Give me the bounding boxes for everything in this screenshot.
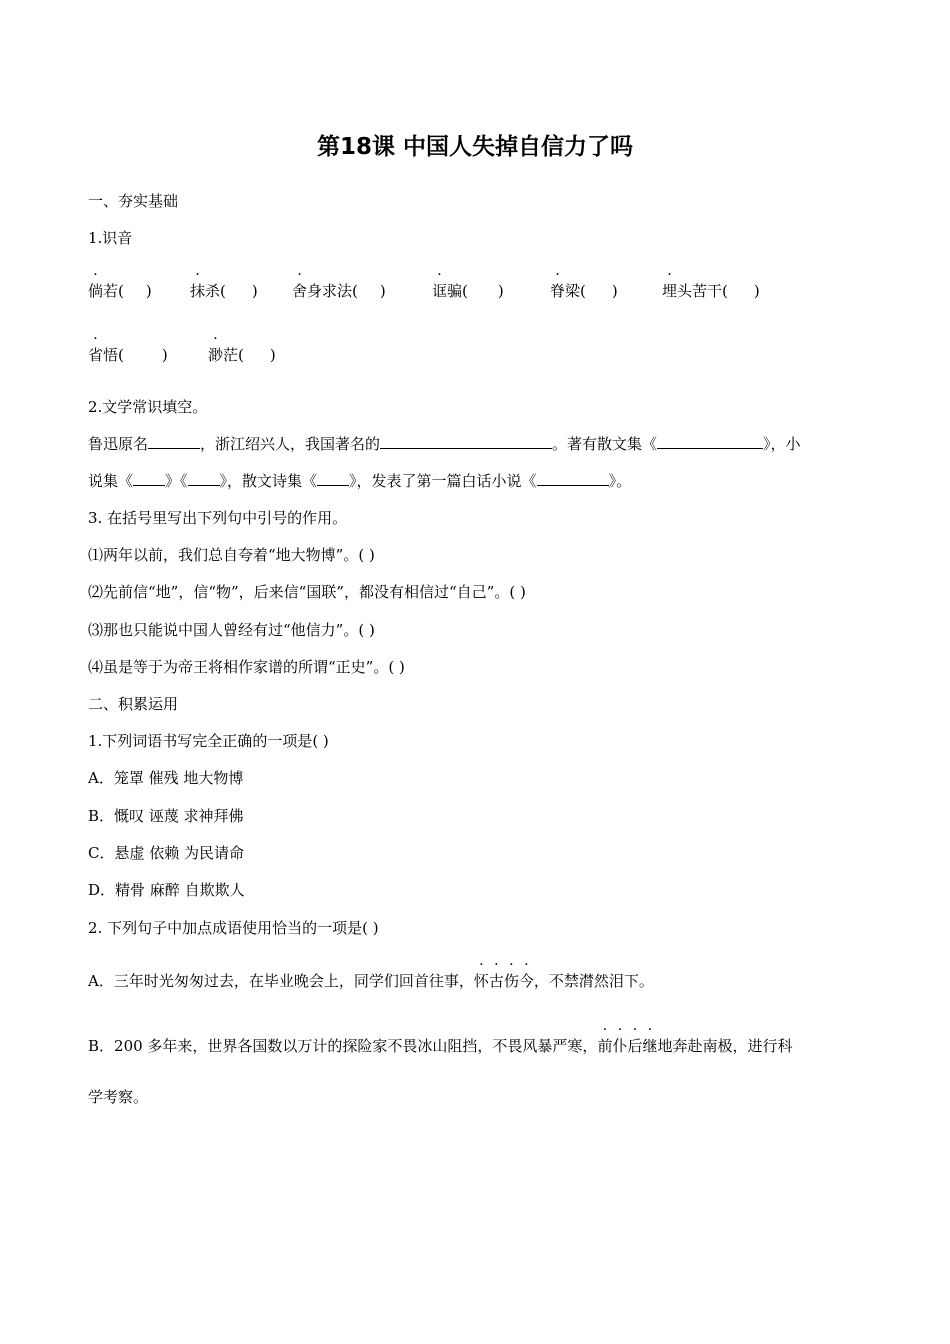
question-item: ⑵先前信“地”，信“物”，后来信“国联”，都没有相信过“自己”。( )	[88, 583, 526, 601]
dotted-char: 前	[597, 1037, 613, 1055]
answer-blank[interactable]	[537, 471, 609, 486]
dotted-char: 今	[518, 972, 534, 990]
answer-blank[interactable]	[148, 434, 200, 449]
dotted-char: 继	[642, 1037, 658, 1055]
dotted-char: 后	[627, 1037, 643, 1055]
question-item: ⑴两年以前，我们总自夸着“地大物博”。( )	[88, 546, 375, 564]
answer-option: D．精骨 麻醉 自欺欺人	[88, 881, 245, 899]
answer-option: A．笼罩 催残 地大物博	[88, 769, 244, 787]
answer-blank[interactable]	[380, 434, 552, 449]
pronunciation-item: 省悟( )	[88, 346, 168, 364]
answer-option: A．三年时光匆匆过去，在毕业晚会上，同学们回首往事，怀古伤今，不禁潸然泪下。	[88, 972, 654, 990]
dotted-char: 怀	[473, 972, 489, 990]
pronunciation-row-1	[88, 281, 760, 301]
answer-option-continuation: 学考察。	[88, 1088, 149, 1106]
question-item: ⑶那也只能说中国人曾经有过“他信力”。( )	[88, 621, 375, 639]
dotted-char: 伤	[503, 972, 519, 990]
pronunciation-item: 倘若( )	[88, 282, 152, 300]
pronunciation-item: 埋头苦干( )	[662, 282, 760, 300]
answer-option: B．200 多年来，世界各国数以万计的探险家不畏冰山阻挡，不畏风暴严寒，前仆后继地奔赴南极，进行科	[88, 1037, 793, 1055]
question-label: 2. 下列句子中加点成语使用恰当的一项是( )	[88, 919, 379, 937]
pronunciation-item: 诓骗( )	[432, 282, 504, 300]
answer-option: C．悬虚 依赖 为民请命	[88, 844, 245, 862]
pronunciation-item: 抹杀( )	[190, 282, 258, 300]
dotted-char: 仆	[612, 1037, 628, 1055]
question-label: 2.文学常识填空。	[88, 398, 208, 416]
fill-blank-line-1: 鲁迅原名 ，浙江绍兴人，我国著名的 。著有散文集《 》，小	[88, 435, 801, 453]
pronunciation-item: 脊梁( )	[550, 282, 618, 300]
section-heading-application: 二、积累运用	[88, 695, 179, 713]
answer-option: B．慨叹 诬蔑 求神拜佛	[88, 807, 244, 825]
question-label: 3. 在括号里写出下列句中引号的作用。	[88, 509, 348, 527]
pronunciation-row-2	[88, 345, 276, 365]
question-label: 1.下列词语书写完全正确的一项是( )	[88, 732, 329, 750]
dotted-idiom	[597, 1037, 657, 1055]
pronunciation-item: 渺茫( )	[208, 346, 276, 364]
answer-blank[interactable]	[188, 471, 220, 486]
dotted-idiom	[474, 972, 534, 990]
dotted-char: 古	[488, 972, 504, 990]
answer-blank[interactable]	[133, 471, 165, 486]
page-title: 第18课 中国人失掉自信力了吗	[316, 134, 633, 160]
question-item: ⑷虽是等于为帝王将相作家谱的所谓“正史”。( )	[88, 658, 405, 676]
fill-blank-line-2: 说集《 》《 》，散文诗集《 》，发表了第一篇白话小说《 》。	[88, 472, 632, 490]
pronunciation-item: 舍身求法( )	[292, 282, 386, 300]
answer-blank[interactable]	[317, 471, 349, 486]
answer-blank[interactable]	[657, 434, 763, 449]
section-heading-basics: 一、夯实基础	[88, 192, 179, 210]
question-label: 1.识音	[88, 229, 133, 247]
